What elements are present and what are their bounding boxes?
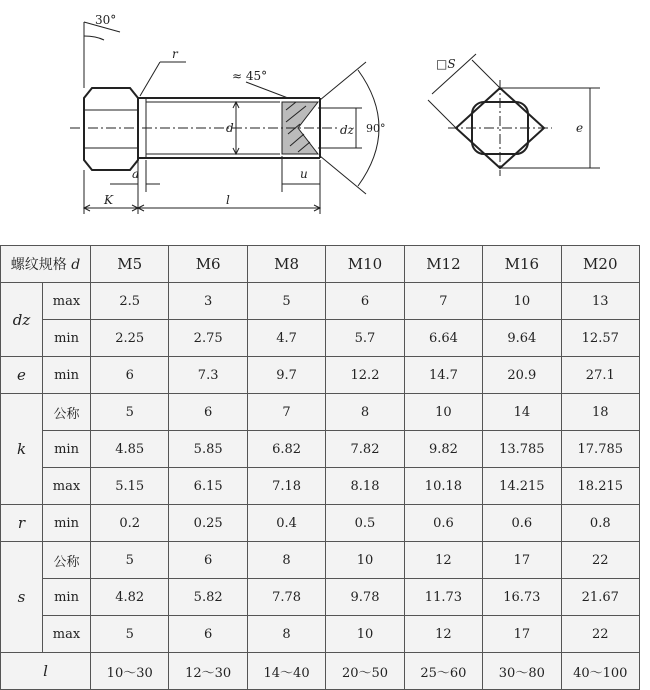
value-cell: 6 [326, 283, 404, 320]
sub-label-cell: max [43, 616, 91, 653]
value-cell: 5 [91, 616, 169, 653]
value-cell: 18.215 [561, 468, 639, 505]
value-cell: 14.215 [483, 468, 561, 505]
value-cell: 8 [326, 394, 404, 431]
sub-label-cell: min [43, 431, 91, 468]
value-cell: 22 [561, 616, 639, 653]
value-cell: 25～60 [404, 653, 482, 690]
value-cell: 21.67 [561, 579, 639, 616]
value-cell: 5.15 [91, 468, 169, 505]
value-cell: 9.64 [483, 320, 561, 357]
value-cell: 5.82 [169, 579, 247, 616]
value-cell: 9.82 [404, 431, 482, 468]
param-cell: r [1, 505, 43, 542]
size-header: M20 [561, 246, 639, 283]
size-header: M8 [247, 246, 325, 283]
value-cell: 12～30 [169, 653, 247, 690]
value-cell: 12 [404, 616, 482, 653]
value-cell: 0.2 [91, 505, 169, 542]
dim-r-label: r [172, 47, 178, 61]
header-label-cell [1, 246, 91, 283]
value-cell: 8 [247, 542, 325, 579]
value-cell: 18 [561, 394, 639, 431]
value-cell: 6 [169, 616, 247, 653]
table-row [1, 283, 640, 320]
param-cell: k [1, 394, 43, 505]
dim-d-label: d [226, 121, 234, 135]
value-cell: 4.82 [91, 579, 169, 616]
value-cell: 10 [326, 616, 404, 653]
table-row [1, 357, 640, 394]
size-header: M16 [483, 246, 561, 283]
value-cell: 10 [483, 283, 561, 320]
value-cell: 9.7 [247, 357, 325, 394]
value-cell: 7.3 [169, 357, 247, 394]
value-cell: 0.25 [169, 505, 247, 542]
value-cell: 6.82 [247, 431, 325, 468]
sub-label-cell: 公称 [43, 394, 91, 431]
value-cell: 6.64 [404, 320, 482, 357]
dim-l-label: l [226, 193, 230, 207]
value-cell: 13 [561, 283, 639, 320]
value-cell: 6 [169, 542, 247, 579]
dim-45-leader [246, 82, 288, 98]
param-cell: e [1, 357, 43, 394]
value-cell: 10～30 [91, 653, 169, 690]
value-cell: 2.5 [91, 283, 169, 320]
dim-45-label: ≈ 45° [232, 69, 268, 83]
dim-r-leader [140, 62, 186, 96]
value-cell: 5.85 [169, 431, 247, 468]
value-cell: 17 [483, 542, 561, 579]
value-cell: 0.6 [483, 505, 561, 542]
value-cell: 4.85 [91, 431, 169, 468]
sub-label-cell: min [43, 320, 91, 357]
value-cell: 8 [247, 616, 325, 653]
dim-30-callout [84, 22, 120, 88]
dim-30-label: 30° [95, 13, 117, 27]
value-cell: 16.73 [483, 579, 561, 616]
sub-label-cell: min [43, 505, 91, 542]
spec-table [0, 245, 640, 690]
size-header: M12 [404, 246, 482, 283]
table-row [1, 542, 640, 579]
value-cell: 0.8 [561, 505, 639, 542]
value-cell: 7 [404, 283, 482, 320]
table-row [1, 468, 640, 505]
value-cell: 27.1 [561, 357, 639, 394]
value-cell: 10 [404, 394, 482, 431]
value-cell: 12.57 [561, 320, 639, 357]
value-cell: 12.2 [326, 357, 404, 394]
param-cell: dz [1, 283, 43, 357]
value-cell: 30～80 [483, 653, 561, 690]
header-label: 螺纹规格 [10, 257, 67, 273]
value-cell: 5.7 [326, 320, 404, 357]
value-cell: 0.4 [247, 505, 325, 542]
dim-K-l [84, 170, 320, 214]
bolt-head [84, 88, 138, 170]
value-cell: 13.785 [483, 431, 561, 468]
param-cell: l [1, 653, 91, 690]
value-cell: 6 [91, 357, 169, 394]
value-cell: 14～40 [247, 653, 325, 690]
sub-label-cell: min [43, 579, 91, 616]
value-cell: 40～100 [561, 653, 639, 690]
value-cell: 3 [169, 283, 247, 320]
value-cell: 6.15 [169, 468, 247, 505]
value-cell: 20.9 [483, 357, 561, 394]
table-row [1, 394, 640, 431]
value-cell: 14 [483, 394, 561, 431]
value-cell: 5 [247, 283, 325, 320]
dim-dz-label: dz [340, 123, 355, 137]
dim-e-label: e [576, 121, 584, 135]
dim-a-label: a [132, 167, 140, 181]
table-row [1, 505, 640, 542]
table-row [1, 431, 640, 468]
header-symbol: d [71, 257, 81, 273]
value-cell: 0.6 [404, 505, 482, 542]
end-view-centerlines [448, 80, 552, 176]
value-cell: 7.18 [247, 468, 325, 505]
size-header: M6 [169, 246, 247, 283]
value-cell: 10.18 [404, 468, 482, 505]
value-cell: 2.25 [91, 320, 169, 357]
dim-s-label: □S [436, 57, 456, 71]
value-cell: 7.82 [326, 431, 404, 468]
table-row [1, 320, 640, 357]
table-header-row [1, 246, 640, 283]
value-cell: 17 [483, 616, 561, 653]
sub-label-cell: min [43, 357, 91, 394]
bolt-technical-drawing [0, 0, 650, 242]
value-cell: 17.785 [561, 431, 639, 468]
dim-K-label: K [104, 193, 113, 207]
value-cell: 12 [404, 542, 482, 579]
size-header: M10 [326, 246, 404, 283]
sub-label-cell: max [43, 283, 91, 320]
value-cell: 5 [91, 542, 169, 579]
sub-label-cell: max [43, 468, 91, 505]
value-cell: 22 [561, 542, 639, 579]
value-cell: 5 [91, 394, 169, 431]
value-cell: 7.78 [247, 579, 325, 616]
value-cell: 0.5 [326, 505, 404, 542]
param-cell: s [1, 542, 43, 653]
value-cell: 6 [169, 394, 247, 431]
value-cell: 2.75 [169, 320, 247, 357]
size-header: M5 [91, 246, 169, 283]
dim-90-label: 90° [366, 122, 386, 135]
spec-table-body [1, 283, 640, 690]
value-cell: 20～50 [326, 653, 404, 690]
value-cell: 8.18 [326, 468, 404, 505]
value-cell: 11.73 [404, 579, 482, 616]
dim-u-label: u [300, 167, 308, 181]
table-row [1, 579, 640, 616]
table-row [1, 616, 640, 653]
table-row [1, 653, 640, 690]
value-cell: 14.7 [404, 357, 482, 394]
value-cell: 9.78 [326, 579, 404, 616]
value-cell: 7 [247, 394, 325, 431]
sub-label-cell: 公称 [43, 542, 91, 579]
value-cell: 4.7 [247, 320, 325, 357]
value-cell: 10 [326, 542, 404, 579]
